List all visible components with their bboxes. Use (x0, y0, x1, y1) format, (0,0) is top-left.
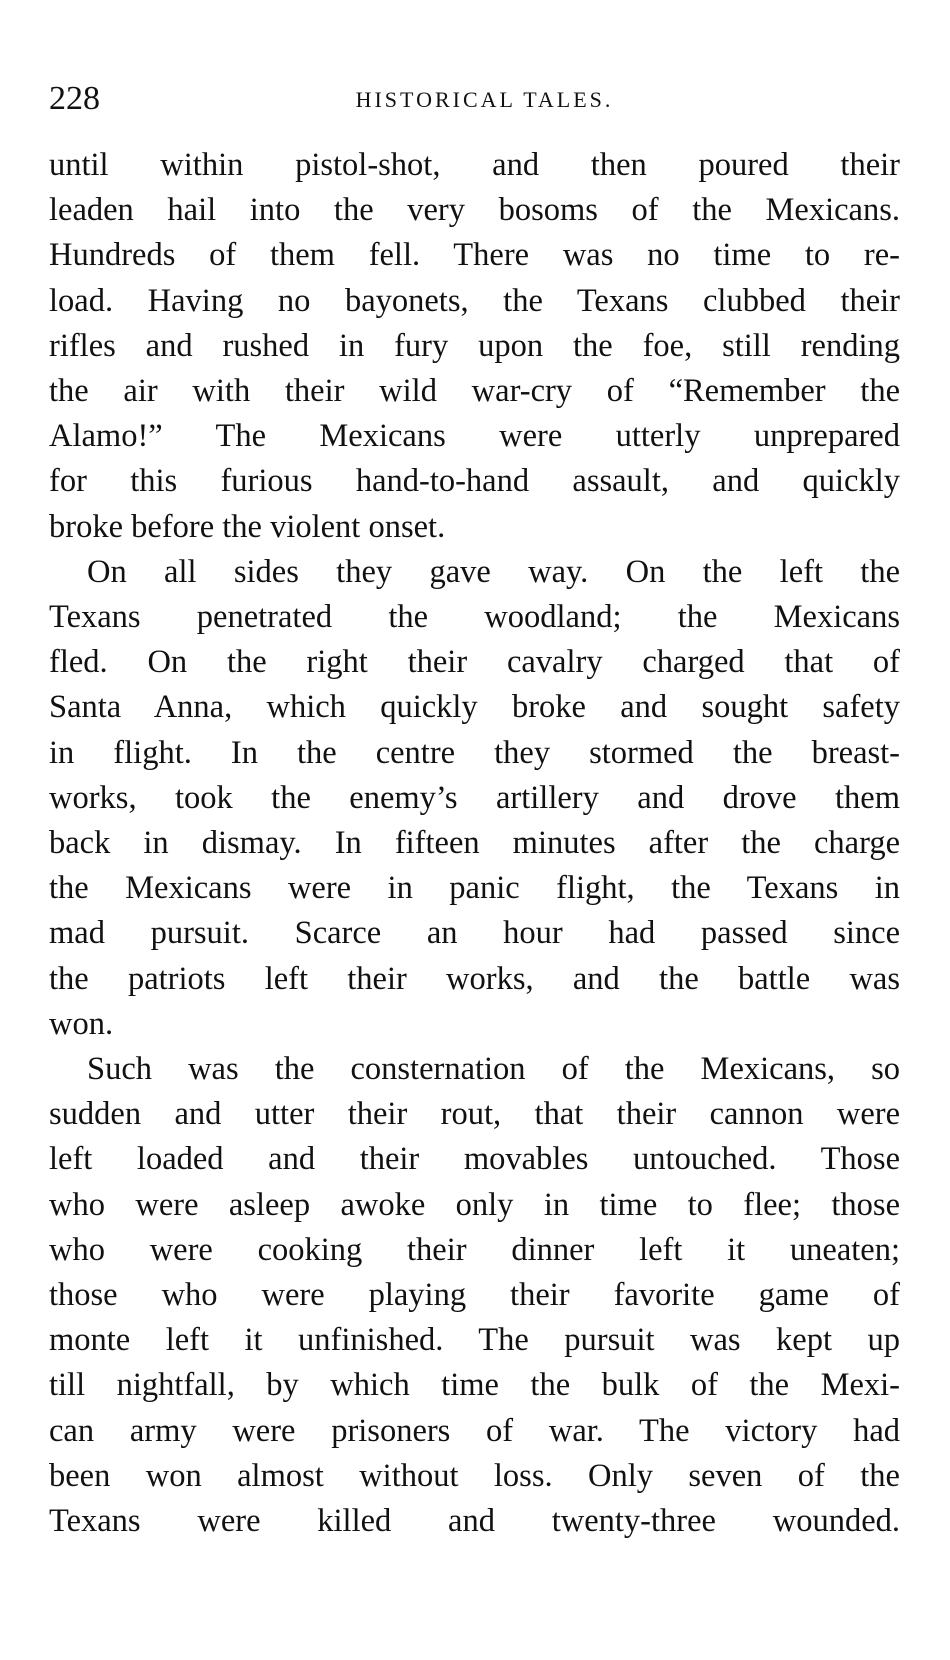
running-title: HISTORICAL TALES. (355, 87, 614, 112)
text-line: the patriots left their works, and the battle was (49, 960, 900, 997)
text-line: monte left it unfinished. The pursuit was kept up (49, 1322, 900, 1359)
text-line: who were asleep awoke only in time to flee; those (49, 1186, 900, 1223)
text-line: rifles and rushed in fury upon the foe, still rending (49, 327, 900, 364)
text-line: left loaded and their movables untouched. Those (49, 1141, 900, 1178)
text-line: can army were prisoners of war. The victory had (49, 1412, 900, 1449)
paragraph-1 (49, 143, 900, 550)
text-line: Texans were killed and twenty-three wounded. (49, 1503, 900, 1540)
text-line: Alamo!” The Mexicans were utterly unprepared (49, 418, 900, 455)
text-line: Santa Anna, which quickly broke and sought safety (49, 689, 900, 726)
text-line: who were cooking their dinner left it uneaten; (49, 1231, 900, 1268)
text-line: been won almost without loss. Only seven of the (49, 1457, 900, 1494)
text-line: sudden and utter their rout, that their cannon were (49, 1096, 900, 1133)
page-number: 228 (49, 80, 100, 117)
text-line: for this furious hand-to-hand assault, and quickly (49, 463, 900, 500)
text-line: until within pistol-shot, and then poured their (49, 147, 900, 183)
text-line: mad pursuit. Scarce an hour had passed since (49, 915, 900, 952)
text-line: Texans penetrated the woodland; the Mexicans (49, 599, 900, 636)
text-line: the Mexicans were in panic flight, the Texans in (49, 870, 900, 907)
paragraph-2 (49, 550, 900, 1047)
text-line: Hundreds of them fell. There was no time to re- (49, 237, 900, 274)
body-text (49, 143, 900, 1544)
text-line: Such was the consternation of the Mexicans, so (87, 1051, 900, 1088)
text-line: works, took the enemy’s artillery and drove them (49, 779, 900, 816)
text-line: broke before the violent onset. (49, 508, 446, 545)
text-line: won. (49, 1005, 114, 1042)
text-line: fled. On the right their cavalry charged that of (49, 644, 900, 681)
text-line: load. Having no bayonets, the Texans clubbed their (49, 282, 900, 319)
text-line: On all sides they gave way. On the left the (87, 553, 900, 590)
paragraph-3 (49, 1047, 900, 1544)
text-line: till nightfall, by which time the bulk of the Mexi- (49, 1367, 900, 1404)
text-line: the air with their wild war-cry of “Remember the (49, 373, 900, 410)
text-line: in flight. In the centre they stormed the breast- (49, 734, 900, 771)
running-head (49, 74, 900, 124)
text-line: those who were playing their favorite game of (49, 1277, 900, 1314)
text-line: back in dismay. In fifteen minutes after the charge (49, 825, 900, 862)
text-line: leaden hail into the very bosoms of the Mexicans. (49, 192, 900, 229)
